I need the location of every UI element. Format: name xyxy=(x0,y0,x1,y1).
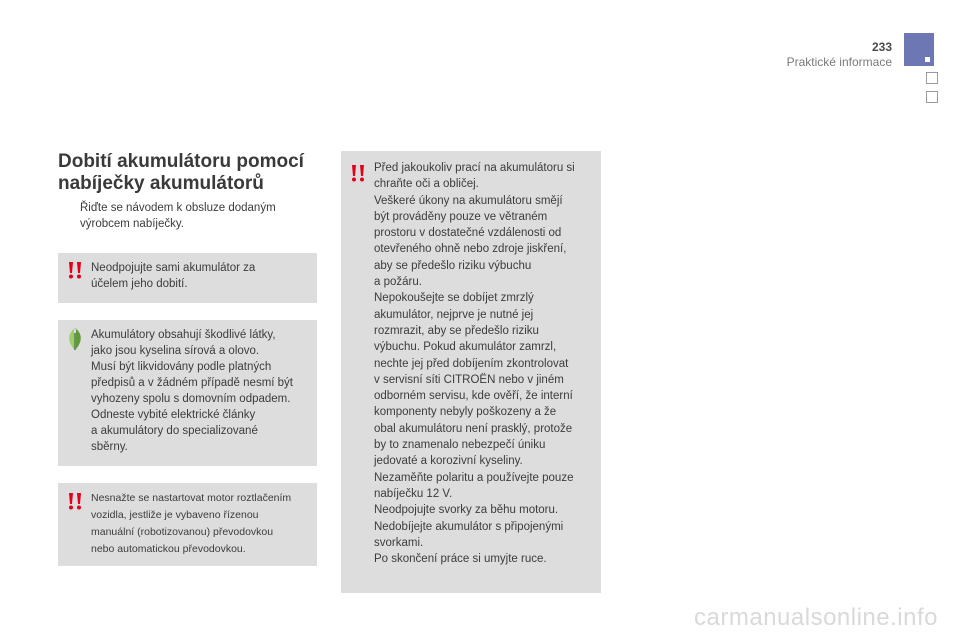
page-title: Dobití akumulátoru pomocí nabíječky akumulátorů xyxy=(58,151,304,194)
warning-disconnect-text: Neodpojujte sami akumulátor za účelem jeho dobití. xyxy=(91,262,256,290)
page-number: 233 xyxy=(871,40,892,54)
bullet-text: Řiďte se návodem k obsluze dodaným výrobcem nabíječky. xyxy=(80,202,276,230)
environment-text: Akumulátory obsahují škodlivé látky, jako jsou kyselina sírová a olovo. Musí být likvidovány podle platných předpisů a v žádném případě nesmí být vyhozeny spolu s domovním odpadem. Odneste vybité elektrické články a akumulátory do specializované sběrny. xyxy=(91,329,294,453)
warning-push-start-text: Nesnažte se nastartovat motor roztlačením vozidla, jestliže je vybaveno řízenou manuální (robotizovanou) převodovkou nebo automatickou převodovkou. xyxy=(91,492,292,555)
exclamation-warning-icon xyxy=(348,164,368,182)
chapter-tab-empty-1[interactable] xyxy=(926,72,938,84)
leaf-icon xyxy=(65,327,85,351)
tab-dot-icon xyxy=(925,57,930,62)
exclamation-warning-icon xyxy=(65,261,85,279)
warning-box-safety xyxy=(341,151,601,593)
environment-box xyxy=(58,320,317,466)
chapter-tab-active[interactable] xyxy=(904,33,934,66)
warning-box-disconnect xyxy=(58,253,317,303)
watermark: carmanualsonline.info xyxy=(694,604,938,631)
warning-box-push-start xyxy=(58,483,317,566)
exclamation-warning-icon xyxy=(65,492,85,510)
warning-safety-text: Před jakoukoliv prací na akumulátoru si chraňte oči a obličej. Veškeré úkony na akumulátoru smějí být prováděny pouze ve větraném prostoru v dostatečné vzdálenosti od otevřeného ohně nebo zdroje jiskření, aby se předešlo riziku výbuchu a požáru. Nepokoušejte se dobíjet zmrzlý akumulátor, nejprve je nutné jej rozmrazit, aby se předešlo riziku výbuchu. Pokud akumulátor zamrzl, nechte jej před dobíjením zkontrolovat v servisní síti CITROËN nebo v jiném odborném servisu, kde ověří, že interní komponenty nebyly poškozeny a že obal akumulátoru není prasklý, protože by to znamenalo nebezpečí úniku jedovaté a korozivní kyseliny. Nezaměňte polaritu a používejte pouze nabíječku 12 V. Neodpojujte svorky za běhu motoru. Nedobíjejte akumulátor s připojenými svorkami. Po skončení práce si umyjte ruce. xyxy=(374,162,575,566)
bullet-item xyxy=(60,200,320,232)
section-name: Praktické informace xyxy=(786,55,892,69)
chapter-tab-empty-2[interactable] xyxy=(926,91,938,103)
